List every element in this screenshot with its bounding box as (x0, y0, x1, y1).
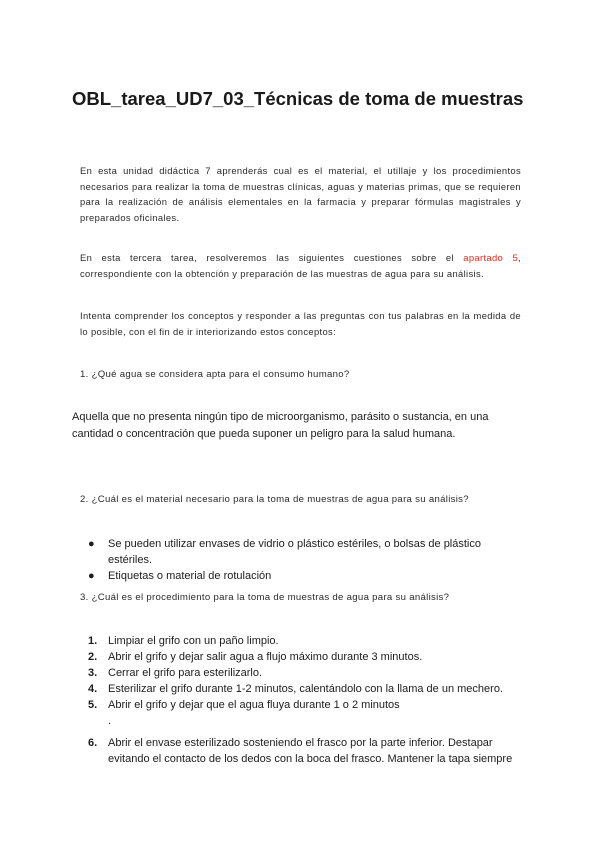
list-item-text: Se pueden utilizar envases de vidrio o plástico estériles, o bolsas de plástico estériles. (108, 538, 481, 566)
step-number: 6. (88, 737, 98, 749)
bullet-icon: ● (88, 570, 95, 582)
list-item (88, 735, 528, 767)
section-reference: apartado 5 (463, 252, 519, 263)
step-text: Esterilizar el grifo durante 1-2 minutos, calentándolo con la llama de un mechero. (108, 683, 503, 695)
list-item (88, 665, 528, 681)
intro-paragraph: En esta unidad didáctica 7 aprenderás cual es el material, el utillaje y los procedimientos necesarios para realizar la toma de muestras clínicas, aguas y materias primas, que se requieren para la realización de análisis elementales en la farmacia y preparar fórmulas magistrales y preparados oficinales. (80, 165, 521, 223)
task-text-before: En esta tercera tarea, resolveremos las siguientes cuestiones sobre el (80, 252, 464, 263)
list-item (88, 633, 528, 649)
step-continuation: . (108, 715, 112, 727)
step-text: Abrir el grifo y dejar que el agua fluya durante 1 o 2 minutos (108, 699, 400, 711)
list-item (88, 681, 528, 697)
list-item (88, 649, 528, 665)
task-text-after: , correspondiente con la obtención y preparación de las muestras de agua para su análisis. (80, 252, 521, 279)
bullet-icon: ● (88, 538, 95, 550)
list-item-text: Etiquetas o material de rotulación (108, 570, 272, 582)
procedure-list (88, 633, 528, 767)
instructions-paragraph: Intenta comprender los conceptos y responder a las preguntas con tus palabras en la medida de lo posible, con el fin de ir interiorizando estos conceptos: (80, 310, 521, 337)
list-item (88, 536, 528, 568)
page-title: OBL_tarea_UD7_03_Técnicas de toma de muestras (72, 88, 524, 109)
step-number: 3. (88, 667, 98, 679)
material-list (88, 536, 528, 584)
step-number: 4. (88, 683, 98, 695)
step-text: Abrir el grifo y dejar salir agua a flujo máximo durante 3 minutos. (108, 651, 423, 663)
step-text: Cerrar el grifo para esterilizarlo. (108, 667, 263, 679)
list-item (88, 697, 528, 729)
step-text: Abrir el envase esterilizado sosteniendo el frasco por la parte inferior. Destapar evitando el contacto de los dedos con la boca del frasco. Mantener la tapa siempre (108, 737, 513, 765)
question-3: 3. ¿Cuál es el procedimiento para la toma de muestras de agua para su análisis? (80, 592, 450, 603)
answer-1: Aquella que no presenta ningún tipo de microorganismo, parásito o sustancia, en una cantidad o concentración que pueda suponer un peligro para la salud humana. (72, 411, 489, 440)
question-2: 2. ¿Cuál es el material necesario para la toma de muestras de agua para su análisis? (80, 494, 469, 505)
step-text: Limpiar el grifo con un paño limpio. (108, 635, 279, 647)
step-number: 5. (88, 699, 98, 711)
step-number: 1. (88, 635, 98, 647)
step-number: 2. (88, 651, 98, 663)
question-1: 1. ¿Qué agua se considera apta para el consumo humano? (80, 369, 350, 380)
list-item (88, 568, 528, 584)
task-paragraph (80, 250, 521, 281)
